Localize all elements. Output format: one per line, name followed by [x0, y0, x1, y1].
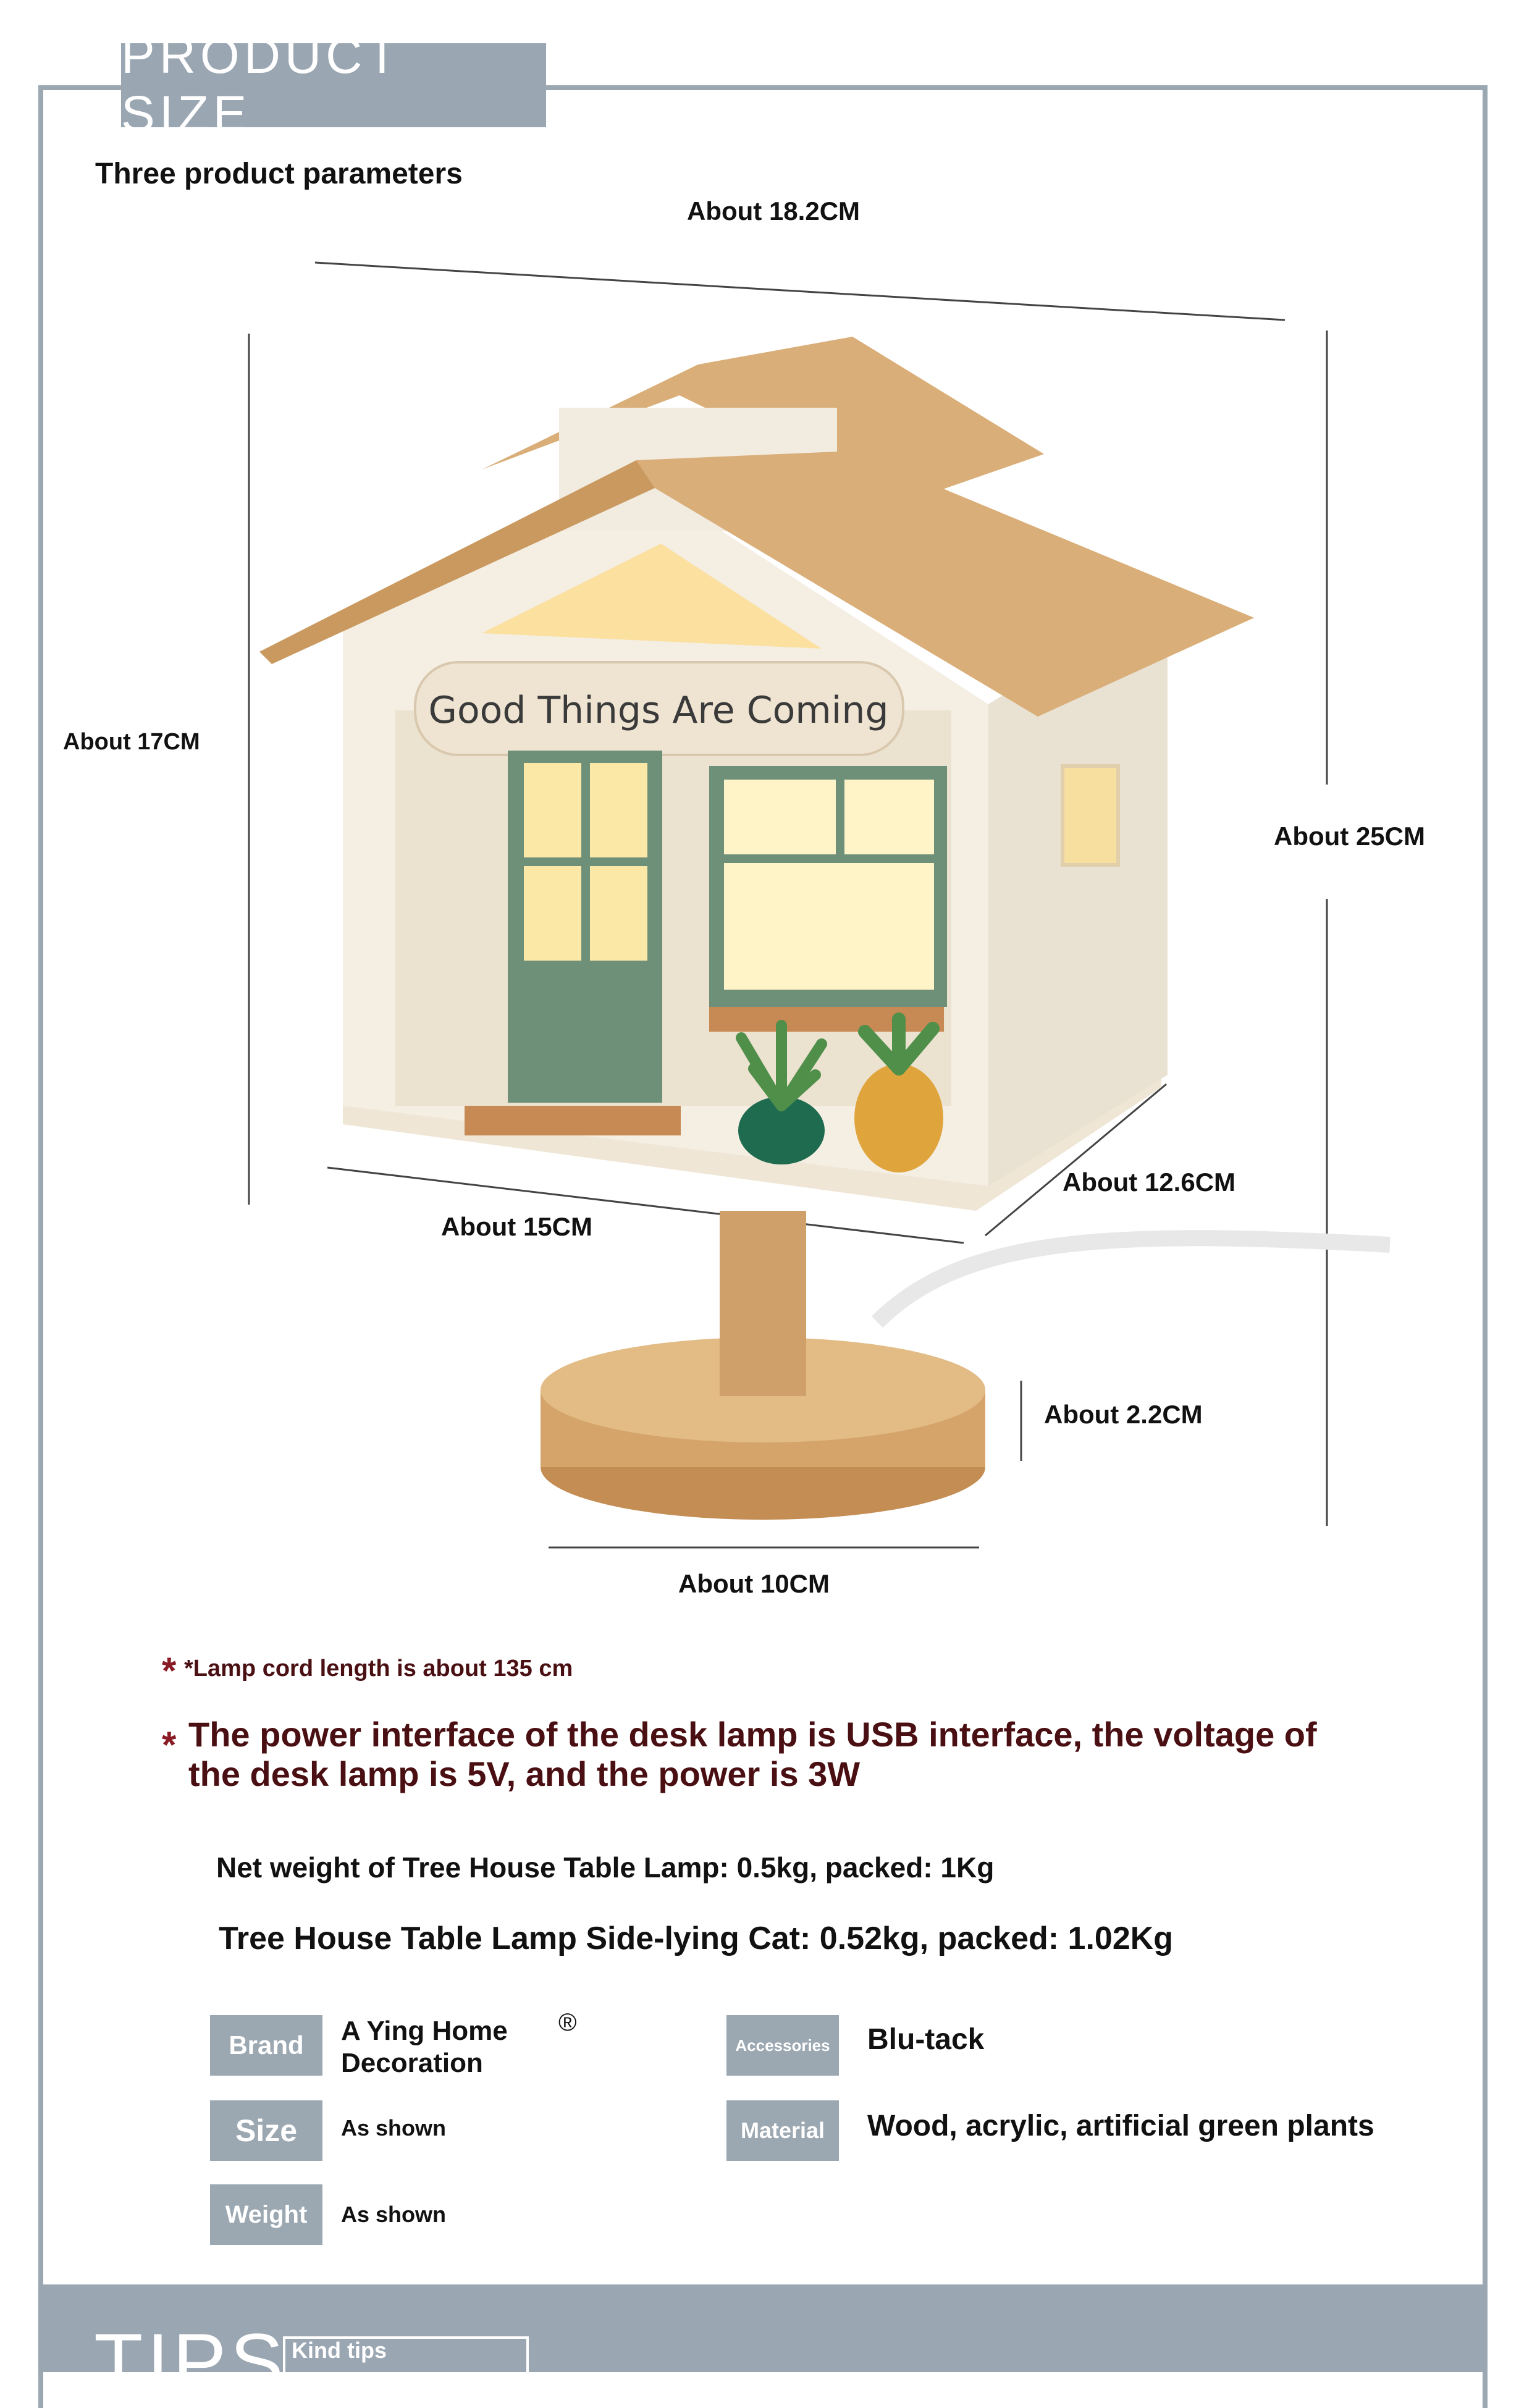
- window-shelf: [709, 1007, 944, 1032]
- material-badge: Material: [726, 2100, 839, 2161]
- honey-pot: [854, 1064, 943, 1172]
- top-width-label: About 18.2CM: [687, 196, 861, 225]
- side-lying-cat-weight: Tree House Table Lamp Side-lying Cat: 0.52kg, packed: 1.02Kg: [219, 1921, 1174, 1956]
- base-diameter-label: About 10CM: [678, 1569, 830, 1598]
- tree-house-weight: Net weight of Tree House Table Lamp: 0.5kg, packed: 1Kg: [216, 1851, 995, 1884]
- side-window: [1063, 766, 1118, 865]
- base-height-label: About 2.2CM: [1044, 1400, 1203, 1429]
- sign-text: Good Things Are Coming: [428, 689, 889, 732]
- shop-window-glass: [724, 780, 934, 990]
- size-badge: Size: [210, 2100, 322, 2161]
- usb-cable: [877, 1238, 1390, 1322]
- section-title: PRODUCT SIZE: [121, 43, 546, 127]
- tips-bar: [38, 2284, 1488, 2407]
- house-height-label: About 17CM: [63, 729, 200, 755]
- weight-badge: Weight: [210, 2184, 322, 2245]
- lamp-pole: [720, 1211, 806, 1396]
- top-width-line: [315, 263, 1285, 320]
- weight-value: As shown: [341, 2202, 447, 2227]
- note-star-icon: *: [162, 1650, 177, 1691]
- tree-house-lamp-illustration: [235, 321, 1396, 1569]
- tips-title: TIPS: [94, 2317, 287, 2407]
- power-interface-note: The power interface of the desk lamp is USB interface, the voltage of the desk lamp is 5V, and the power is 3W: [188, 1715, 1317, 1793]
- cord-length-note: *Lamp cord length is about 135 cm: [184, 1656, 573, 1682]
- power-star-icon: *: [162, 1724, 177, 1766]
- material-value: Wood, acrylic, artificial green plants: [867, 2110, 1374, 2142]
- registered-mark: ®: [558, 2009, 577, 2036]
- brand-badge: Brand: [210, 2015, 322, 2076]
- front-width-label: About 15CM: [441, 1212, 592, 1241]
- size-value: As shown: [341, 2115, 447, 2141]
- brand-value: A Ying Home Decoration: [341, 2016, 508, 2078]
- depth-label: About 12.6CM: [1063, 1168, 1236, 1197]
- parameters-subtitle: Three product parameters: [95, 158, 463, 190]
- accessories-value: Blu-tack: [867, 2023, 985, 2056]
- door-mat: [465, 1106, 681, 1135]
- total-height-label: About 25CM: [1274, 822, 1425, 851]
- tips-subtitle: Kind tips: [292, 2338, 387, 2363]
- accessories-badge: Accessories: [726, 2015, 839, 2076]
